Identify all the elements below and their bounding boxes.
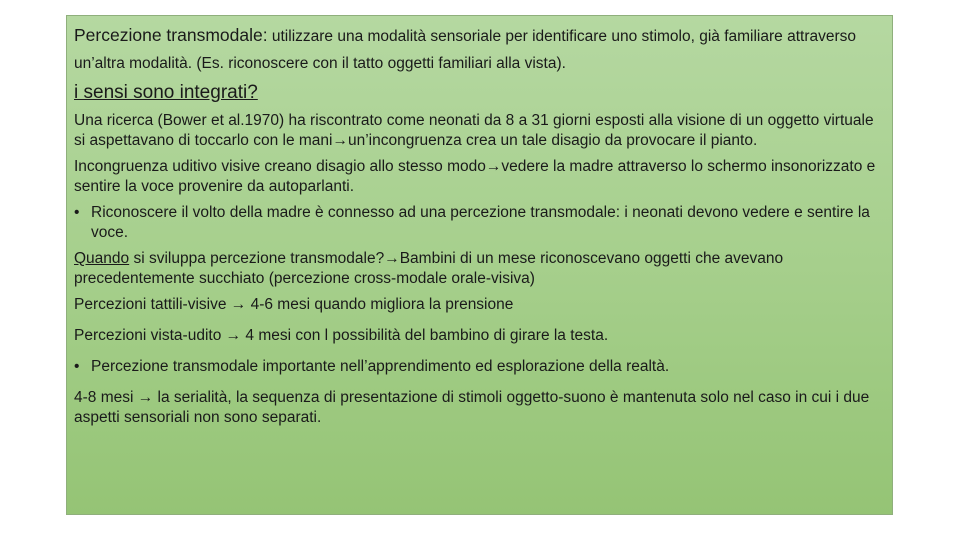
intro-term: Percezione transmodale: — [74, 25, 268, 45]
paragraph-text: si sviluppa percezione transmodale?→Bambini di un mese riconoscevano oggetti che avevano precedentemente succhiato (percezione cross-modale orale-visiva) — [74, 250, 784, 287]
paragraph-seriality: 4-8 mesi → la serialità, la sequenza di presentazione di stimoli oggetto-suono è mantenuta solo nel caso in cui i due aspetti sensoriali non sono separati. — [74, 389, 870, 426]
bullet-text: Percezione transmodale importante nell’apprendimento ed esplorazione della realtà. — [91, 358, 670, 375]
paragraph-audio-visual-incongruence: Incongruenza uditivo visive creano disagio allo stesso modo→vedere la madre attraverso lo schermo insonorizzato e sentire la voce provenire da autoparlanti. — [74, 158, 876, 195]
slide-content-box — [66, 15, 893, 515]
bullet-mother-face — [74, 203, 884, 243]
bullet-importance — [74, 357, 884, 377]
bullet-icon: • — [74, 204, 80, 221]
bullet-icon: • — [74, 358, 80, 375]
intro-definition: utilizzare una modalità sensoriale per identificare uno stimolo, già familiare attraverso un’altra modalità. (Es. riconoscere con il tatto oggetti familiari alla vista). — [74, 28, 857, 72]
section-heading: i sensi sono integrati? — [74, 82, 258, 103]
paragraph-visual-auditory: Percezioni vista-udito → 4 mesi con l possibilità del bambino di girare la testa. — [74, 327, 609, 344]
bullet-text: Riconoscere il volto della madre è connesso ad una percezione transmodale: i neonati devono vedere e sentire la voce. — [91, 204, 870, 241]
paragraph-bower-study: Una ricerca (Bower et al.1970) ha riscontrato come neonati da 8 a 31 giorni esposti alla visione di un oggetto virtuale si aspettavano di toccarlo con le mani→un’incongruenza crea un tale disagio da provocare il pianto. — [74, 112, 874, 149]
intro-paragraph — [74, 22, 884, 77]
underlined-term: Quando — [74, 250, 130, 267]
paragraph-tactile-visual: Percezioni tattili-visive → 4-6 mesi quando migliora la prensione — [74, 296, 514, 313]
paragraph-when-develops — [74, 249, 884, 289]
